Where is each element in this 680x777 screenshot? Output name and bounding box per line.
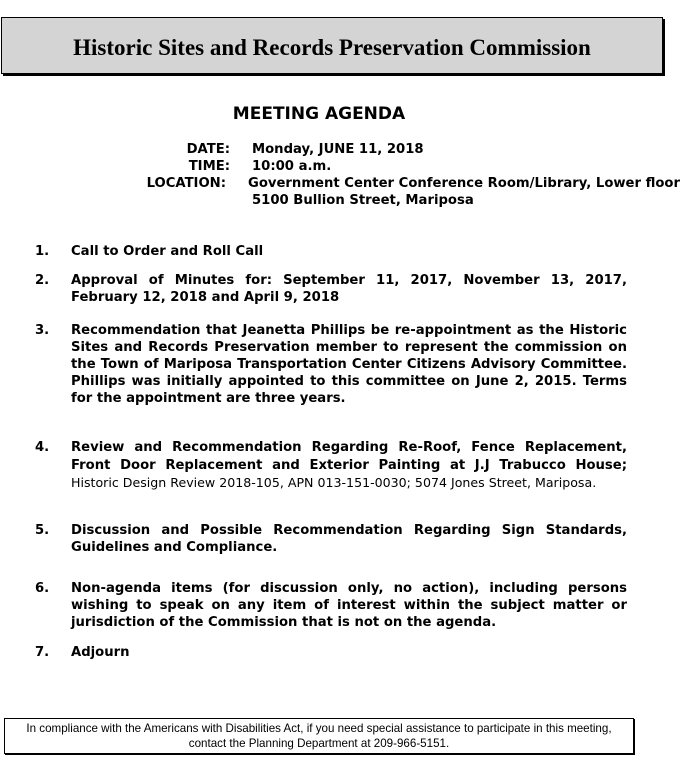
date-row [0, 141, 680, 158]
item-number: 7. [35, 645, 50, 660]
item-text-bold: Review and Recommendation Regarding Re-Roof, Fence Replacement, Front Door Replacement and Exterior Painting at J.J Trabucco House; [71, 440, 627, 473]
ada-notice-line1: In compliance with the Americans with Disabilities Act, if you need special assistance to participate in this meeting, [26, 722, 612, 735]
ada-notice-line2: contact the Planning Department at 209-966-5151. [188, 737, 450, 750]
item-text: Adjourn [71, 645, 130, 660]
agenda-item-3 [35, 322, 627, 407]
agenda-item-6 [35, 580, 627, 631]
location-line1: Government Center Conference Room/Library, Lower floor [248, 176, 680, 191]
item-text: Non-agenda items (for discussion only, no action), including persons wishing to speak on any item of interest within the subject matter or jurisdiction of the Commission that is not on the agenda. [71, 581, 627, 630]
agenda-item-5 [35, 522, 627, 556]
time-label: TIME: [188, 159, 230, 174]
item-text: Recommendation that Jeanetta Phillips be re-appointment as the Historic Sites and Records Preservation member to represent the commission on the Town of Mariposa Transportation Center Citizens Advisory Committee. Phillips was initially appointed to this committee on June 2, 2015. Terms for the appointment are three years. [71, 323, 627, 406]
location-label: LOCATION: [146, 176, 226, 191]
agenda-item-4 [35, 439, 627, 492]
agenda-item-7 [35, 644, 627, 661]
item-number: 5. [35, 523, 50, 538]
item-text [71, 439, 627, 492]
meeting-info [0, 141, 680, 209]
date-value: Monday, JUNE 11, 2018 [252, 142, 424, 157]
item-number: 3. [35, 323, 50, 338]
header-banner [1, 17, 663, 74]
location-line2: 5100 Bullion Street, Mariposa [252, 193, 474, 208]
time-value: 10:00 a.m. [252, 159, 332, 174]
agenda-item-2 [35, 272, 627, 306]
location-row-2 [0, 192, 680, 209]
item-text: Discussion and Possible Recommendation Regarding Sign Standards, Guidelines and Compliance. [71, 523, 627, 555]
item-number: 2. [35, 273, 50, 288]
location-row [0, 175, 680, 192]
time-row [0, 158, 680, 175]
commission-title: Historic Sites and Records Preservation Commission [73, 34, 591, 60]
agenda-item-1 [35, 243, 627, 260]
item-text: Approval of Minutes for: September 11, 2017, November 13, 2017, February 12, 2018 and April 9, 2018 [71, 273, 627, 305]
item-number: 6. [35, 581, 50, 596]
item-text-normal: Historic Design Review 2018-105, APN 013-151-0030; 5074 Jones Street, Mariposa. [71, 475, 597, 490]
agenda-title: MEETING AGENDA [232, 104, 406, 124]
item-text: Call to Order and Roll Call [71, 244, 264, 259]
ada-notice [4, 718, 634, 754]
item-number: 1. [35, 244, 50, 259]
item-number: 4. [35, 440, 50, 455]
date-label: DATE: [186, 142, 230, 157]
